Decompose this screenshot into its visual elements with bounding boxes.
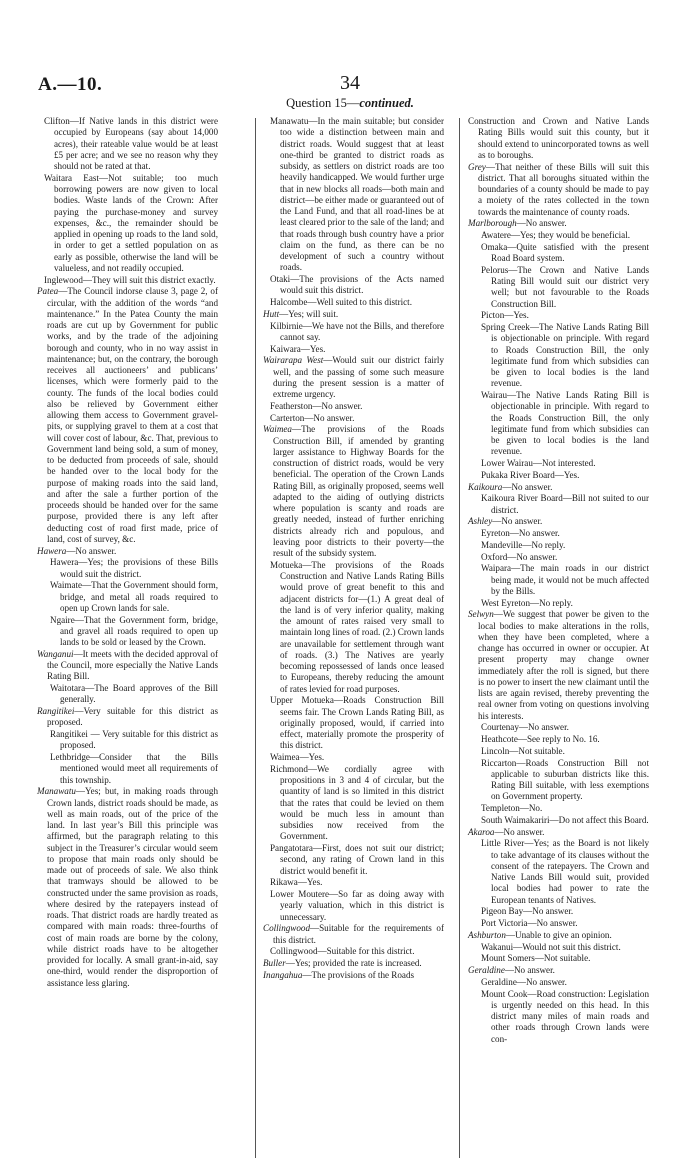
- board-entry: [465, 977, 649, 988]
- board-entry: [260, 764, 444, 843]
- entry-text: —That neither of these Bills will suit this district. That all boroughs situated within the boundaries of a county should be made to pay a moiety of the rates collected in the town towards the maintenance of county roads.: [478, 161, 649, 217]
- board-entry: [34, 580, 218, 614]
- entry-text: —No answer.: [504, 965, 555, 975]
- entry-text: Waipara—The main roads in our district being made, it would not be much affected by the Bills.: [481, 563, 649, 596]
- board-entry: [34, 557, 218, 580]
- entry-text: Mount Cook—Road construction: Legislation is urgently needed on this head. In this district many miles of main roads and other roads through Crown lands were con-: [481, 988, 649, 1044]
- entry-text: Waimate—That the Government should form, bridge, and metal all roads required to open up Crown lands for sale.: [50, 580, 218, 613]
- entry-text: —No answer.: [516, 218, 567, 229]
- district-entry: [34, 546, 218, 557]
- entry-text: —Yes; but, in making roads through Crown lands, district roads should be made, as well as main roads, out of the price of the land. In last year’s Bill this principle was affirmed, but the paragraph relating to this subject in the Treasurer’s circular would seem to propose that main roads only should be made out of proceeds of sale. We also think that tramways should be allowed to be constructed under the same provision as roads, where desired by the ratepayers instead of roads. That district roads are hardly treated as compared with main roads: three-fourths of cost of main roads are borne by the colony, while district roads have to be altogether provided for locally. A small grant-in-aid, say one-third, would render the disproportion of assistance less glaring.: [47, 786, 218, 988]
- entry-text: Wairau—The Native Lands Rating Bill is objectionable in principle. With regard to the Roads Construction Bill, the only legitimate fund from which subsidies can be given to local bodies is the land revenue.: [481, 390, 649, 457]
- district-name: Hutt: [263, 308, 280, 319]
- board-entry: [260, 321, 444, 344]
- board-entry: [465, 734, 649, 745]
- entry-text: Lower Moutere—So far as doing away with yearly valuation, which in this district is unnecessary.: [270, 889, 444, 922]
- entry-text: Omaka—Quite satisfied with the present Road Board system.: [481, 241, 649, 263]
- entry-text: Wakanui—Would not suit this district.: [481, 941, 621, 952]
- board-entry: [465, 758, 649, 803]
- board-entry: [465, 310, 649, 321]
- entry-text: Upper Motueka—Roads Construction Bill seems fair. The Crown Lands Rating Bill, as originally proposed, would, if carried into effect, materially promote the prosperity of this district.: [270, 695, 444, 751]
- district-name: Kaikoura: [468, 481, 503, 492]
- district-name: Patea: [37, 286, 59, 297]
- district-name: Akaroa: [468, 826, 495, 837]
- board-entry: [465, 953, 649, 964]
- board-entry: [260, 752, 444, 763]
- entry-text: —Yes; will suit.: [279, 308, 339, 319]
- board-entry: [34, 752, 218, 786]
- board-entry: [260, 344, 444, 355]
- district-name: Waimea: [263, 424, 292, 435]
- entry-text: Kaikoura River Board—Bill not suited to our district.: [481, 493, 649, 515]
- entry-text: Richmond—We cordially agree with propositions in 3 and 4 of circular, but the quantity of land is so limited in this district that the rates that could be levied on them would be much less in amount than subsidies now received from the Government.: [270, 763, 444, 842]
- entry-text: Collingwood—Suitable for this district.: [270, 946, 415, 957]
- entry-text: Rangitikei — Very suitable for this district as proposed.: [50, 729, 218, 751]
- district-entry: [34, 786, 218, 989]
- board-entry: [465, 528, 649, 539]
- district-entry: [465, 609, 649, 722]
- column-divider-1: [255, 118, 256, 1158]
- district-entry: [34, 649, 218, 683]
- board-entry: [260, 560, 444, 695]
- entry-text: Lower Wairau—Not interested.: [481, 458, 596, 468]
- board-entry: [260, 297, 444, 308]
- board-entry: [465, 838, 649, 906]
- district-name: Buller: [263, 958, 286, 968]
- board-entry: [465, 552, 649, 563]
- entry-text: Otaki—The provisions of the Acts named would suit this district.: [270, 274, 444, 296]
- board-entry: [260, 401, 444, 412]
- entry-text: —Yes; provided the rate is increased.: [285, 958, 422, 968]
- district-entry: [34, 286, 218, 545]
- column-divider-2: [459, 118, 460, 1158]
- district-name: Ashley: [468, 516, 493, 527]
- entry-text: Mount Somers—Not suitable.: [481, 953, 591, 964]
- entry-text: Little River—Yes; as the Board is not likely to take advantage of its clauses without the consent of the ratepayers. The Crown and Native Lands Bill would suit, provided local bodies had power to rate the European tenants of Natives.: [481, 838, 649, 905]
- district-entry: [465, 827, 649, 838]
- board-entry: [260, 413, 444, 424]
- board-entry: [34, 173, 218, 274]
- district-name: Manawatu: [37, 786, 76, 797]
- board-entry: [465, 242, 649, 265]
- entry-text: Manawatu—In the main suitable; but consider too wide a distinction between main and district roads. Would suggest that at least one-third be granted to district roads as subsidy, as settlers on district roads are too heavily handicapped. We would further urge that in new blocks all roads—both main and district—be either made or guaranteed out of the Land Fund, and that all road-lines be at least cleared prior to the sale of the land; and that roads through bush country have a prior claim on the fund, as there can be no development of such a country without roads.: [270, 116, 444, 273]
- board-entry: [465, 470, 649, 481]
- board-entry: [260, 843, 444, 877]
- district-name: Wanganui: [37, 648, 74, 659]
- entry-text: Waimea—Yes.: [270, 752, 325, 762]
- board-entry: [465, 918, 649, 929]
- entry-text: South Waimakariri—Do not affect this Board.: [481, 814, 649, 825]
- entry-text: Eyreton—No answer.: [481, 528, 560, 538]
- entry-text: Lethbridge—Consider that the Bills mentioned would meet all requirements of this township.: [50, 752, 218, 785]
- entry-text: Geraldine—No answer.: [481, 976, 567, 987]
- entry-text: —It meets with the decided approval of the Council, more especially the Native Lands Rating Bill.: [47, 648, 219, 682]
- entry-text: Courtenay—No answer.: [481, 722, 569, 733]
- board-entry: [465, 230, 649, 241]
- entry-text: Waitara East—Not suitable; too much borrowing powers are now given to local bodies. Waste lands of the Crown: After paying the purchase-money and survey expenses, &c., the remainder should be applied in opening up roads to the land sold, in order to get a settled population on as early as possible, otherwise the land will be valueless, and not readily occupied.: [44, 172, 218, 273]
- entry-text: —The provisions of the Roads Construction Bill, if amended by granting larger assistance to Highway Boards for the construction of district roads, would be very beneficial. The operation of the Crown Lands Rating Bill, as originally proposed, seems well adapted to the aiding of outlying districts where population is scanty and roads are greatly needed, instead of further enriching districts already rich and populous, and leaving poor districts to their poverty—the result of the subsidy system.: [273, 424, 444, 558]
- board-entry: [465, 390, 649, 458]
- board-entry: [260, 695, 444, 751]
- district-entry: [260, 355, 444, 400]
- district-entry: [260, 958, 444, 969]
- district-entry: [465, 516, 649, 527]
- board-entry: [34, 615, 218, 649]
- district-name: Wairarapa West: [263, 355, 324, 366]
- district-entry: [465, 482, 649, 493]
- entry-text: Kaiwara—Yes.: [270, 343, 326, 354]
- board-entry: [260, 274, 444, 297]
- question-heading: [0, 96, 700, 111]
- entry-text: Halcombe—Well suited to this district.: [270, 297, 412, 307]
- entry-text: Pangatotara—First, does not suit our district; second, any rating of Crown land in this district would benefit it.: [270, 843, 444, 876]
- entry-text: —We suggest that power be given to the local bodies to make alterations in the rolls, when they have been completed, where a change has occurred in owner or occupier. At present property may change owner immediately after the roll is signed, but there is no power to insert the new claimant until the lists are again revised, thereby preventing the real owner from voting on questions involving his interests.: [478, 609, 649, 721]
- entry-text: —Very suitable for this district as proposed.: [47, 706, 218, 728]
- district-entry: [260, 923, 444, 946]
- district-entry: [260, 424, 444, 559]
- board-entry: [465, 116, 649, 161]
- board-entry: [465, 563, 649, 597]
- entry-text: —No answer.: [492, 516, 543, 527]
- board-entry: [34, 729, 218, 752]
- board-entry: [465, 906, 649, 917]
- entry-text: Clifton—If Native lands in this district were occupied by Europeans (say about 14,000 acres), their rateable value would be at least £5 per acre; and we see no reason why they should not be rated at that.: [44, 116, 218, 171]
- entry-text: Pigeon Bay—No answer.: [481, 906, 574, 917]
- board-entry: [465, 540, 649, 551]
- entry-text: —The Council indorse clause 3, page 2, of circular, with the addition of the words “and maintenance.” In the Patea County the main roads are cut up by Government for public works, and by the trade of the adjoining borough and county, who in no way assist in maintenance; but, on the contrary, the borough receives all auctioneers’ and publicans’ licenses, which were formerly paid to the county. The funds of the local bodies could also be relieved by Government either allowing them access to Government gravel-pits, or supplying gravel to them at a cost that will cover cost of labour, &c. That, previous to Government land being sold, a sum of money, to be deducted from proceeds of sale, should be handed over to the local body for the purpose of making roads into the said land, and after the sale a further portion of the proceeds should be handed over for the same purpose, provided there is any left after deducting cost of road first made, price of land, cost of survey, &c.: [47, 286, 218, 544]
- entry-text: —The provisions of the Roads: [302, 969, 415, 980]
- question-label: Question 15—: [286, 96, 360, 110]
- entry-text: —Suitable for the requirements of this district.: [273, 923, 444, 945]
- board-entry: [465, 746, 649, 757]
- entry-text: Construction and Crown and Native Lands Rating Bills would suit this county, but it should extend to unincorporated towns as well as to boroughs.: [468, 116, 649, 160]
- entry-text: Featherston—No answer.: [270, 400, 363, 411]
- entry-text: —No answer.: [494, 826, 545, 837]
- board-entry: [260, 946, 444, 957]
- text-column-2: [260, 116, 444, 982]
- entry-text: Port Victoria—No answer.: [481, 918, 578, 928]
- district-entry: [260, 309, 444, 320]
- district-entry: [465, 930, 649, 941]
- board-entry: [465, 722, 649, 733]
- page-number: 34: [340, 72, 360, 94]
- entry-text: —No answer.: [502, 481, 553, 492]
- entry-text: Picton—Yes.: [481, 310, 529, 321]
- district-name: Hawera: [37, 545, 67, 556]
- board-entry: [34, 116, 218, 172]
- entry-text: —Unable to give an opinion.: [505, 929, 612, 940]
- district-entry: [260, 970, 444, 981]
- board-entry: [34, 683, 218, 706]
- district-entry: [465, 218, 649, 229]
- entry-text: Pelorus—The Crown and Native Lands Rating Bill would suit our district very well; but not favourable to the Roads Construction Bill.: [481, 264, 649, 309]
- district-entry: [465, 162, 649, 218]
- board-entry: [465, 322, 649, 390]
- entry-text: Inglewood—They will suit this district exactly.: [44, 274, 216, 285]
- text-column-1: [34, 116, 218, 989]
- board-entry: [465, 942, 649, 953]
- entry-text: Waitotara—The Board approves of the Bill generally.: [50, 683, 218, 705]
- entry-text: Pukaka River Board—Yes.: [481, 469, 580, 480]
- board-entry: [465, 265, 649, 310]
- board-entry: [465, 493, 649, 516]
- district-name: Marlborough: [468, 218, 517, 229]
- entry-text: —No answer.: [66, 545, 117, 556]
- board-entry: [260, 889, 444, 923]
- board-entry: [465, 989, 649, 1045]
- entry-text: Heathcote—See reply to No. 16.: [481, 734, 600, 744]
- entry-text: Templeton—No.: [481, 803, 543, 813]
- board-entry: [465, 458, 649, 469]
- district-name: Grey: [468, 161, 486, 172]
- district-name: Ashburton: [468, 929, 506, 940]
- board-entry: [465, 803, 649, 814]
- district-entry: [465, 965, 649, 976]
- district-name: Inangahua: [263, 969, 303, 980]
- entry-text: Rikawa—Yes.: [270, 877, 323, 888]
- board-entry: [260, 116, 444, 274]
- entry-text: Kilbirnie—We have not the Bills, and therefore cannot say.: [270, 320, 444, 342]
- text-column-3: [465, 116, 649, 1045]
- district-name: Selwyn: [468, 609, 494, 620]
- entry-text: Spring Creek—The Native Lands Rating Bill is objectionable on principle. With regard to Roads Construction Bill, the only legitimate fund from which subsidies can be given to local bodies is the land revenue.: [481, 322, 649, 389]
- district-name: Collingwood: [263, 923, 310, 934]
- board-entry: [260, 877, 444, 888]
- district-name: Rangitikei: [37, 706, 75, 716]
- entry-text: Lincoln—Not suitable.: [481, 745, 565, 756]
- entry-text: West Eyreton—No reply.: [481, 597, 573, 608]
- board-entry: [465, 815, 649, 826]
- district-entry: [34, 706, 218, 729]
- entry-text: Ngaire—That the Government form, bridge, and gravel all roads required to open up lands to be sold or leased by the Crown.: [50, 614, 218, 647]
- district-name: Geraldine: [468, 965, 505, 975]
- continued-label: continued.: [359, 96, 414, 110]
- entry-text: Awatere—Yes; they would be beneficial.: [481, 230, 631, 240]
- board-entry: [465, 598, 649, 609]
- entry-text: Hawera—Yes; the provisions of these Bills would suit the district.: [50, 557, 218, 579]
- entry-text: Oxford—No answer.: [481, 551, 558, 562]
- entry-text: —Would suit our district fairly well, and the passing of some such measure during the present session is a matter of extreme urgency.: [273, 355, 445, 399]
- document-code: A.—10.: [38, 74, 103, 95]
- board-entry: [34, 275, 218, 286]
- entry-text: Carterton—No answer.: [270, 412, 355, 423]
- entry-text: Motueka—The provisions of the Roads Construction and Native Lands Rating Bills would prove of great benefit to this and adjacent districts for—(1.) A great deal of the land is of very inferior quality, making the amount of rates raised very small to maintain long lines of road. (2.) Crown lands are unavailable for settlement through want of roads. (3.) The Natives are yearly becoming repossessed of lands once leased to Europeans, thereby reducing the amount of rates levied for road purposes.: [270, 559, 444, 694]
- entry-text: Mandeville—No reply.: [481, 539, 566, 550]
- entry-text: Riccarton—Roads Construction Bill not applicable to suburban districts like this. Rating Bill suitable, with less exemptions on Government property.: [481, 757, 649, 802]
